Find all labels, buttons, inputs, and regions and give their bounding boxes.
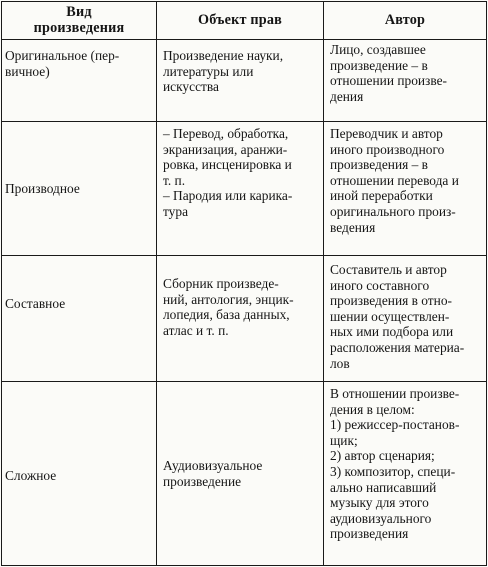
- table-row: [2, 40, 487, 122]
- works-classification-table: [1, 1, 487, 566]
- header-work-type: Вид произведения: [2, 2, 157, 40]
- header-author: Автор: [324, 2, 487, 40]
- table-header-row: [2, 2, 487, 40]
- cell-rights-object: Произведение науки, литературы или искусства: [157, 40, 324, 122]
- cell-author: Составитель и автор иного составного произведения в отно- шении осуществлен- ных ими подбора или расположения материа- лов: [324, 256, 487, 382]
- table-row: [2, 256, 487, 382]
- table-row: [2, 382, 487, 566]
- cell-author: Переводчик и автор иного производного произведения – в отношении перевода и иной переработки оригинального произ- ведения: [324, 122, 487, 256]
- cell-work-type: Сложное: [2, 382, 157, 566]
- cell-work-type: Оригинальное (пер- вичное): [2, 40, 157, 122]
- cell-work-type: Производное: [2, 122, 157, 256]
- cell-rights-object: Сборник произведе- ний, антология, энцик- лопедия, база данных, атлас и т. п.: [157, 256, 324, 382]
- cell-rights-object: Аудиовизуальное произведение: [157, 382, 324, 566]
- header-rights-object: Объект прав: [157, 2, 324, 40]
- cell-work-type: Составное: [2, 256, 157, 382]
- cell-rights-object: – Перевод, обработка, экранизация, аранжи- ровка, инсценировка и т. п. – Пародия или карика- тура: [157, 122, 324, 256]
- table-row: [2, 122, 487, 256]
- cell-author: Лицо, создавшее произведение – в отношении произве- дения: [324, 40, 487, 122]
- cell-author: В отношении произве- дения в целом: 1) режиссер-постанов- щик; 2) автор сценария; 3) композитор, специ- ально написавший музыку для этого аудиовизуального произведения: [324, 382, 487, 566]
